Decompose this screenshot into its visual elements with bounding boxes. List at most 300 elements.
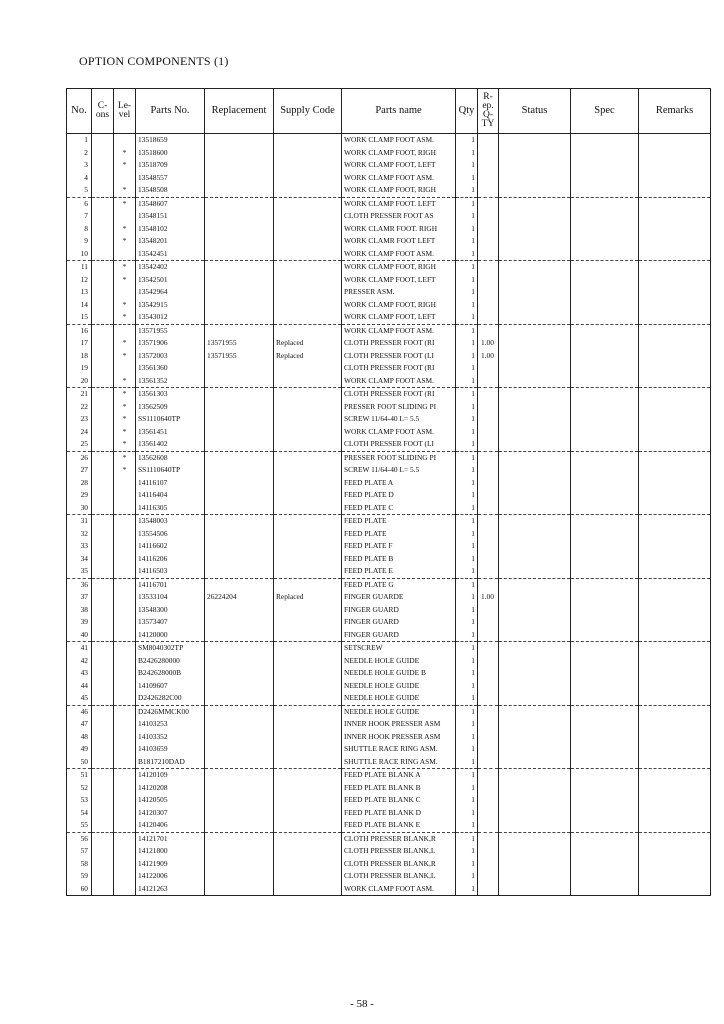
cell-replacement xyxy=(205,159,274,172)
cell-parts-name: FEED PLATE BLANK B xyxy=(342,782,456,795)
cell-rep-qty xyxy=(478,235,499,248)
cell-status xyxy=(499,642,571,655)
cell-level xyxy=(114,629,136,642)
cell-spec xyxy=(571,528,639,541)
cell-parts-name: FEED PLATE B xyxy=(342,553,456,566)
cell-rep-qty xyxy=(478,616,499,629)
table-row xyxy=(67,261,711,274)
cell-parts-no: 13561360 xyxy=(136,362,205,375)
cell-status xyxy=(499,451,571,464)
cell-qty: 1 xyxy=(456,413,478,426)
cell-no: 39 xyxy=(67,616,92,629)
cell-remarks xyxy=(639,819,711,832)
cell-rep-qty xyxy=(478,451,499,464)
cell-replacement: 13571955 xyxy=(205,350,274,363)
cell-qty: 1 xyxy=(456,261,478,274)
cell-no: 2 xyxy=(67,147,92,160)
cell-remarks xyxy=(639,655,711,668)
cell-cons xyxy=(92,794,114,807)
table-row xyxy=(67,540,711,553)
cell-supply-code xyxy=(274,794,342,807)
cell-level xyxy=(114,692,136,705)
cell-replacement xyxy=(205,794,274,807)
cell-no: 24 xyxy=(67,426,92,439)
cell-remarks xyxy=(639,337,711,350)
cell-no: 17 xyxy=(67,337,92,350)
cell-cons xyxy=(92,718,114,731)
cell-supply-code xyxy=(274,819,342,832)
cell-level xyxy=(114,731,136,744)
cell-supply-code xyxy=(274,832,342,845)
cell-level: * xyxy=(114,426,136,439)
cell-supply-code xyxy=(274,311,342,324)
cell-spec xyxy=(571,388,639,401)
cell-replacement xyxy=(205,845,274,858)
table-row xyxy=(67,502,711,515)
cell-status xyxy=(499,464,571,477)
cell-parts-no: 14122006 xyxy=(136,870,205,883)
cell-spec xyxy=(571,426,639,439)
cell-status xyxy=(499,553,571,566)
cell-cons xyxy=(92,134,114,147)
cell-parts-no: 14121909 xyxy=(136,858,205,871)
cell-remarks xyxy=(639,883,711,896)
cell-remarks xyxy=(639,426,711,439)
cell-supply-code xyxy=(274,731,342,744)
cell-remarks xyxy=(639,172,711,185)
cell-parts-name: WORK CLAMP FOOT, RIGH xyxy=(342,147,456,160)
cell-rep-qty xyxy=(478,311,499,324)
cell-parts-no: 14116107 xyxy=(136,477,205,490)
cell-parts-no: 13561402 xyxy=(136,438,205,451)
table-row xyxy=(67,426,711,439)
cell-rep-qty xyxy=(478,502,499,515)
cell-no: 9 xyxy=(67,235,92,248)
cell-parts-no: 13548201 xyxy=(136,235,205,248)
cell-cons xyxy=(92,197,114,210)
cell-cons xyxy=(92,655,114,668)
cell-level: * xyxy=(114,413,136,426)
cell-cons xyxy=(92,286,114,299)
cell-supply-code xyxy=(274,540,342,553)
cell-level: * xyxy=(114,184,136,197)
cell-parts-no: B2426280000 xyxy=(136,655,205,668)
cell-cons xyxy=(92,248,114,261)
cell-replacement xyxy=(205,489,274,502)
cell-level: * xyxy=(114,451,136,464)
cell-supply-code xyxy=(274,248,342,261)
cell-parts-name: PRESSER FOOT SLIDING PI xyxy=(342,451,456,464)
cell-cons xyxy=(92,642,114,655)
cell-remarks xyxy=(639,528,711,541)
cell-replacement xyxy=(205,286,274,299)
cell-cons xyxy=(92,261,114,274)
table-row xyxy=(67,565,711,578)
cell-cons xyxy=(92,870,114,883)
cell-remarks xyxy=(639,731,711,744)
cell-rep-qty xyxy=(478,718,499,731)
cell-status xyxy=(499,756,571,769)
cell-rep-qty xyxy=(478,819,499,832)
cell-remarks xyxy=(639,286,711,299)
cell-spec xyxy=(571,362,639,375)
cell-status xyxy=(499,667,571,680)
cell-spec xyxy=(571,858,639,871)
cell-parts-name: PRESSER ASM. xyxy=(342,286,456,299)
cell-no: 55 xyxy=(67,819,92,832)
cell-qty: 1 xyxy=(456,515,478,528)
cell-no: 29 xyxy=(67,489,92,502)
cell-qty: 1 xyxy=(456,375,478,388)
cell-level xyxy=(114,616,136,629)
table-row xyxy=(67,274,711,287)
cell-parts-name: WORK CLAMP FOOT ASM. xyxy=(342,248,456,261)
cell-spec xyxy=(571,477,639,490)
cell-spec xyxy=(571,667,639,680)
cell-parts-name: INNER HOOK PRESSER ASM xyxy=(342,718,456,731)
cell-rep-qty xyxy=(478,172,499,185)
cell-no: 41 xyxy=(67,642,92,655)
col-header-cons: C- ons xyxy=(92,89,114,134)
cell-cons xyxy=(92,426,114,439)
cell-replacement xyxy=(205,642,274,655)
cell-level xyxy=(114,756,136,769)
cell-qty: 1 xyxy=(456,807,478,820)
cell-parts-no: 13542501 xyxy=(136,274,205,287)
cell-parts-no: 13542915 xyxy=(136,299,205,312)
cell-qty: 1 xyxy=(456,832,478,845)
cell-level xyxy=(114,769,136,782)
cell-remarks xyxy=(639,553,711,566)
cell-no: 22 xyxy=(67,401,92,414)
cell-status xyxy=(499,655,571,668)
cell-status xyxy=(499,870,571,883)
cell-qty: 1 xyxy=(456,731,478,744)
cell-supply-code xyxy=(274,528,342,541)
cell-parts-no: B242628000B xyxy=(136,667,205,680)
cell-status xyxy=(499,578,571,591)
cell-spec xyxy=(571,604,639,617)
table-row xyxy=(67,807,711,820)
cell-supply-code xyxy=(274,388,342,401)
cell-remarks xyxy=(639,248,711,261)
cell-parts-name: CLOTH PRESSER BLANK,R xyxy=(342,832,456,845)
cell-replacement xyxy=(205,388,274,401)
cell-qty: 1 xyxy=(456,794,478,807)
cell-no: 14 xyxy=(67,299,92,312)
cell-cons xyxy=(92,413,114,426)
cell-rep-qty xyxy=(478,438,499,451)
cell-replacement xyxy=(205,807,274,820)
cell-status xyxy=(499,616,571,629)
cell-level xyxy=(114,718,136,731)
cell-cons xyxy=(92,616,114,629)
cell-rep-qty xyxy=(478,274,499,287)
cell-parts-name: WORK CLAMP FOOT ASM. xyxy=(342,426,456,439)
cell-spec xyxy=(571,515,639,528)
cell-no: 47 xyxy=(67,718,92,731)
col-header-parts-no: Parts No. xyxy=(136,89,205,134)
cell-rep-qty xyxy=(478,794,499,807)
cell-no: 32 xyxy=(67,528,92,541)
cell-parts-name: WORK CLAMP FOOT, RIGH xyxy=(342,261,456,274)
cell-level xyxy=(114,172,136,185)
cell-level xyxy=(114,286,136,299)
cell-qty: 1 xyxy=(456,782,478,795)
cell-replacement xyxy=(205,223,274,236)
cell-remarks xyxy=(639,794,711,807)
cell-rep-qty xyxy=(478,692,499,705)
cell-supply-code xyxy=(274,655,342,668)
table-row xyxy=(67,528,711,541)
cell-spec xyxy=(571,692,639,705)
cell-status xyxy=(499,731,571,744)
cell-parts-no: 13548102 xyxy=(136,223,205,236)
cell-spec xyxy=(571,464,639,477)
cell-supply-code xyxy=(274,261,342,274)
cell-level xyxy=(114,655,136,668)
cell-supply-code xyxy=(274,401,342,414)
cell-cons xyxy=(92,756,114,769)
cell-rep-qty xyxy=(478,184,499,197)
cell-status xyxy=(499,311,571,324)
cell-replacement xyxy=(205,451,274,464)
cell-supply-code xyxy=(274,147,342,160)
cell-level xyxy=(114,858,136,871)
col-header-level: Le- vel xyxy=(114,89,136,134)
cell-qty: 1 xyxy=(456,184,478,197)
cell-cons xyxy=(92,819,114,832)
cell-parts-no: D2426MMCK00 xyxy=(136,705,205,718)
cell-parts-name: SHUTTLE RACE RING ASM. xyxy=(342,756,456,769)
cell-parts-name: FINGER GUARDE xyxy=(342,591,456,604)
cell-parts-no: 14116701 xyxy=(136,578,205,591)
cell-supply-code xyxy=(274,184,342,197)
cell-rep-qty xyxy=(478,197,499,210)
cell-parts-no: 13518709 xyxy=(136,159,205,172)
cell-parts-no: 13561303 xyxy=(136,388,205,401)
table-row xyxy=(67,134,711,147)
cell-cons xyxy=(92,223,114,236)
cell-parts-name: FEED PLATE G xyxy=(342,578,456,591)
cell-rep-qty: 1.00 xyxy=(478,591,499,604)
table-row xyxy=(67,718,711,731)
cell-replacement xyxy=(205,819,274,832)
cell-status xyxy=(499,705,571,718)
cell-qty: 1 xyxy=(456,401,478,414)
cell-status xyxy=(499,159,571,172)
cell-remarks xyxy=(639,210,711,223)
cell-replacement xyxy=(205,248,274,261)
cell-parts-no: 14120505 xyxy=(136,794,205,807)
cell-status xyxy=(499,134,571,147)
cell-cons xyxy=(92,782,114,795)
cell-parts-no: 13548557 xyxy=(136,172,205,185)
cell-rep-qty xyxy=(478,845,499,858)
cell-qty: 1 xyxy=(456,438,478,451)
cell-parts-name: NEEDLE HOLE GUIDE xyxy=(342,692,456,705)
cell-parts-no: 13548003 xyxy=(136,515,205,528)
cell-spec xyxy=(571,655,639,668)
cell-spec xyxy=(571,819,639,832)
cell-supply-code xyxy=(274,680,342,693)
cell-no: 26 xyxy=(67,451,92,464)
cell-spec xyxy=(571,172,639,185)
cell-parts-no: 14121701 xyxy=(136,832,205,845)
cell-spec xyxy=(571,401,639,414)
cell-no: 8 xyxy=(67,223,92,236)
cell-parts-name: FEED PLATE BLANK C xyxy=(342,794,456,807)
cell-qty: 1 xyxy=(456,311,478,324)
cell-qty: 1 xyxy=(456,337,478,350)
cell-supply-code xyxy=(274,134,342,147)
cell-parts-no: 14116206 xyxy=(136,553,205,566)
cell-no: 1 xyxy=(67,134,92,147)
cell-supply-code xyxy=(274,299,342,312)
cell-status xyxy=(499,565,571,578)
cell-no: 30 xyxy=(67,502,92,515)
page-number: - 58 - xyxy=(350,998,374,1010)
cell-remarks xyxy=(639,235,711,248)
cell-cons xyxy=(92,147,114,160)
cell-spec xyxy=(571,311,639,324)
cell-parts-name: WORK CLAMP FOOT. LEFT xyxy=(342,197,456,210)
cell-level xyxy=(114,502,136,515)
cell-rep-qty xyxy=(478,324,499,337)
table-row xyxy=(67,350,711,363)
cell-replacement xyxy=(205,235,274,248)
cell-spec xyxy=(571,413,639,426)
cell-replacement xyxy=(205,604,274,617)
cell-level: * xyxy=(114,375,136,388)
cell-spec xyxy=(571,731,639,744)
cell-level xyxy=(114,883,136,896)
cell-parts-no: 13542964 xyxy=(136,286,205,299)
cell-rep-qty xyxy=(478,832,499,845)
cell-replacement xyxy=(205,197,274,210)
cell-no: 60 xyxy=(67,883,92,896)
cell-cons xyxy=(92,235,114,248)
cell-parts-no: 13572003 xyxy=(136,350,205,363)
cell-qty: 1 xyxy=(456,565,478,578)
cell-supply-code: Replaced xyxy=(274,350,342,363)
cell-parts-name: FINGER GUARD xyxy=(342,629,456,642)
cell-parts-name: NEEDLE HOLE GUIDE xyxy=(342,655,456,668)
cell-spec xyxy=(571,782,639,795)
cell-spec xyxy=(571,210,639,223)
cell-spec xyxy=(571,629,639,642)
cell-parts-no: 14116602 xyxy=(136,540,205,553)
cell-rep-qty xyxy=(478,629,499,642)
table-row xyxy=(67,159,711,172)
cell-parts-name: WORK CLAMP FOOT ASM. xyxy=(342,172,456,185)
cell-cons xyxy=(92,565,114,578)
cell-cons xyxy=(92,832,114,845)
table-row xyxy=(67,616,711,629)
cell-cons xyxy=(92,731,114,744)
cell-rep-qty xyxy=(478,299,499,312)
cell-status xyxy=(499,350,571,363)
cell-replacement xyxy=(205,705,274,718)
cell-no: 44 xyxy=(67,680,92,693)
table-row xyxy=(67,870,711,883)
cell-level xyxy=(114,489,136,502)
cell-supply-code xyxy=(274,235,342,248)
cell-parts-no: 13542402 xyxy=(136,261,205,274)
cell-rep-qty xyxy=(478,362,499,375)
table-row xyxy=(67,438,711,451)
cell-remarks xyxy=(639,147,711,160)
cell-parts-no: 13542451 xyxy=(136,248,205,261)
parts-table xyxy=(66,88,711,896)
cell-parts-name: WORK CLAMP FOOT, LEFT xyxy=(342,159,456,172)
cell-rep-qty xyxy=(478,223,499,236)
cell-no: 34 xyxy=(67,553,92,566)
cell-replacement xyxy=(205,147,274,160)
cell-cons xyxy=(92,667,114,680)
cell-remarks xyxy=(639,134,711,147)
cell-replacement: 26224204 xyxy=(205,591,274,604)
cell-replacement: 13571955 xyxy=(205,337,274,350)
cell-parts-name: WORK CLAMP FOOT ASM. xyxy=(342,883,456,896)
cell-remarks xyxy=(639,375,711,388)
cell-cons xyxy=(92,438,114,451)
cell-status xyxy=(499,337,571,350)
col-header-rep-qty: R- ep. Q- TY xyxy=(478,89,499,134)
cell-no: 43 xyxy=(67,667,92,680)
cell-replacement xyxy=(205,565,274,578)
table-row xyxy=(67,184,711,197)
cell-status xyxy=(499,324,571,337)
cell-qty: 1 xyxy=(456,477,478,490)
cell-remarks xyxy=(639,274,711,287)
cell-replacement xyxy=(205,832,274,845)
cell-level xyxy=(114,248,136,261)
cell-remarks xyxy=(639,413,711,426)
cell-replacement xyxy=(205,743,274,756)
cell-supply-code xyxy=(274,845,342,858)
cell-parts-name: FEED PLATE xyxy=(342,515,456,528)
cell-supply-code xyxy=(274,159,342,172)
cell-replacement xyxy=(205,769,274,782)
cell-status xyxy=(499,248,571,261)
cell-parts-name: SCREW 11/64-40 L= 5.5 xyxy=(342,413,456,426)
cell-spec xyxy=(571,807,639,820)
cell-parts-name: FEED PLATE BLANK E xyxy=(342,819,456,832)
cell-cons xyxy=(92,883,114,896)
cell-remarks xyxy=(639,756,711,769)
cell-remarks xyxy=(639,464,711,477)
cell-qty: 1 xyxy=(456,388,478,401)
cell-spec xyxy=(571,565,639,578)
cell-spec xyxy=(571,274,639,287)
cell-supply-code xyxy=(274,782,342,795)
cell-spec xyxy=(571,540,639,553)
cell-parts-name: CLOTH PRESSER BLANK,L xyxy=(342,845,456,858)
cell-remarks xyxy=(639,223,711,236)
cell-rep-qty xyxy=(478,870,499,883)
cell-cons xyxy=(92,502,114,515)
cell-remarks xyxy=(639,692,711,705)
cell-qty: 1 xyxy=(456,147,478,160)
cell-level xyxy=(114,743,136,756)
cell-level xyxy=(114,604,136,617)
cell-no: 25 xyxy=(67,438,92,451)
table-row xyxy=(67,464,711,477)
cell-rep-qty xyxy=(478,743,499,756)
cell-qty: 1 xyxy=(456,845,478,858)
cell-rep-qty xyxy=(478,680,499,693)
